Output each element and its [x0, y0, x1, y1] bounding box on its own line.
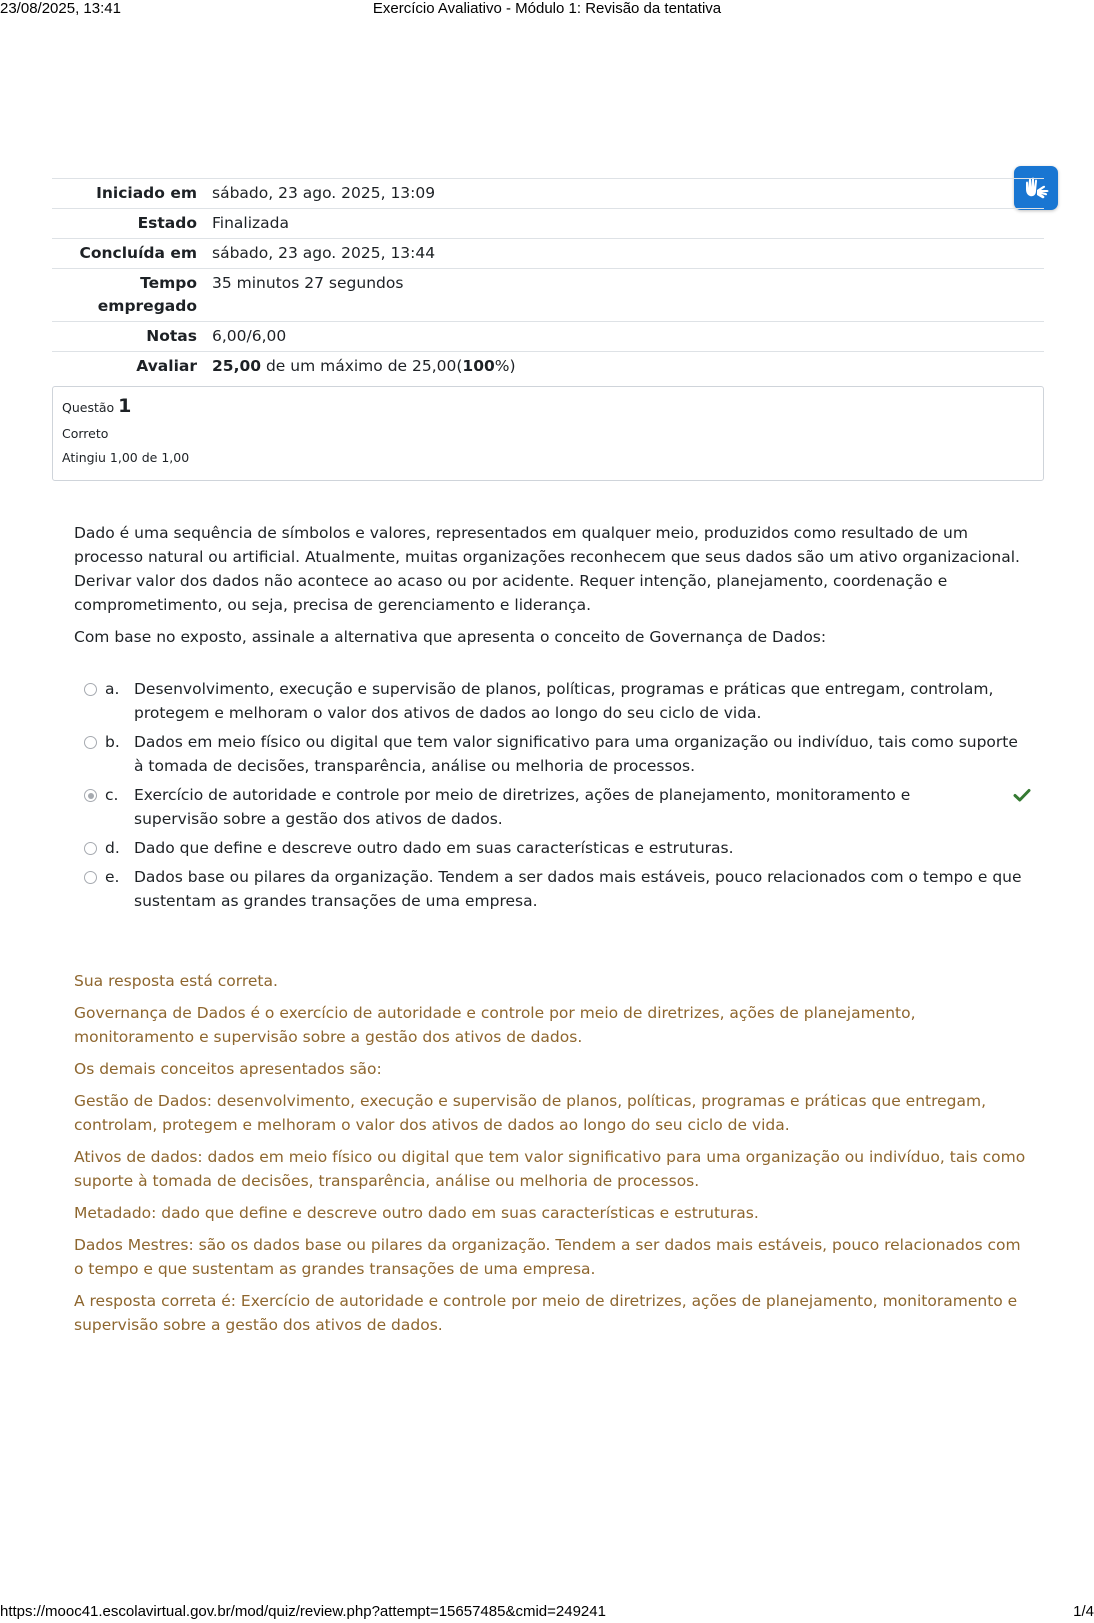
print-datetime: 23/08/2025, 13:41 — [0, 0, 121, 17]
answer-text: Dados base ou pilares da organização. Tendem a ser dados mais estáveis, pouco relacionados com o tempo e que sustentam as grandes transações de uma empresa. — [134, 868, 1022, 910]
feedback-paragraph: Ativos de dados: dados em meio físico ou digital que tem valor significativo para uma organização ou indivíduo, tais como suporte à tomada de decisões, transparência, análise ou melhoria de processos. — [74, 1148, 1026, 1190]
answer-letter: e. — [105, 868, 120, 886]
answer-option-e[interactable] — [84, 865, 1028, 913]
answer-text: Dados em meio físico ou digital que tem valor significativo para uma organização ou indivíduo, tais como suporte à tomada de decisões, transparência, análise ou melhoria de processos. — [134, 733, 1018, 775]
feedback-paragraph: Governança de Dados é o exercício de autoridade e controle por meio de diretrizes, ações de planejamento, monitoramento e supervisão sobre a gestão dos ativos de dados. — [74, 1004, 916, 1046]
feedback-paragraph: Gestão de Dados: desenvolvimento, execução e supervisão de planos, políticas, programas e práticas que entregam, controlam, protegem e melhoram o valor dos ativos de dados ao longo do seu ciclo de vida. — [74, 1092, 987, 1134]
answer-option-a[interactable] — [84, 677, 1028, 725]
answer-letter: d. — [105, 839, 120, 857]
question-number-value: 1 — [118, 395, 132, 417]
correct-check-icon — [1013, 786, 1031, 804]
grade-percent: 100 — [462, 357, 495, 375]
state-value: Finalizada — [212, 209, 1044, 239]
feedback-paragraph: Sua resposta está correta. — [74, 972, 278, 990]
summary-row-grade — [52, 352, 1044, 382]
radio-button-b[interactable] — [84, 736, 97, 749]
summary-row-started — [52, 179, 1044, 209]
answer-option-d[interactable] — [84, 836, 1028, 860]
question-info-box — [52, 386, 1044, 481]
radio-button-a[interactable] — [84, 683, 97, 696]
feedback-paragraph: Dados Mestres: são os dados base ou pilares da organização. Tendem a ser dados mais estáveis, pouco relacionados com o tempo e que sustentam as grandes transações de uma empresa. — [74, 1236, 1021, 1278]
question-mark: Atingiu 1,00 de 1,00 — [62, 450, 190, 465]
attempt-summary-table — [52, 178, 1044, 381]
marks-label: Notas — [52, 322, 212, 352]
answer-letter: a. — [105, 680, 120, 698]
completed-label: Concluída em — [52, 239, 212, 269]
print-header — [0, 0, 1094, 20]
time-taken-label: Tempo empregado — [52, 269, 212, 322]
answer-letter: b. — [105, 733, 120, 751]
grade-max-text: de um máximo de 25,00( — [261, 357, 463, 375]
radio-button-d[interactable] — [84, 842, 97, 855]
grade-score: 25,00 — [212, 357, 262, 375]
started-label: Iniciado em — [52, 179, 212, 209]
feedback-paragraph: Metadado: dado que define e descreve outro dado em suas características e estruturas. — [74, 1204, 759, 1222]
summary-row-completed — [52, 239, 1044, 269]
answer-option-c[interactable] — [84, 783, 1028, 831]
answer-text: Desenvolvimento, execução e supervisão de planos, políticas, programas e práticas que entregam, controlam, protegem e melhoram o valor dos ativos de dados ao longo do seu ciclo de vida. — [134, 680, 994, 722]
grade-value — [212, 352, 1044, 382]
grade-percent-suffix: %) — [494, 357, 516, 375]
question-text-paragraph: Dado é uma sequência de símbolos e valores, representados em qualquer meio, produzidos como resultado de um processo natural ou artificial. Atualmente, muitas organizações reconhecem que seus dados são um ativo organizacional. Derivar valor dos dados não acontece ao acaso ou por acidente. Requer intenção, planejamento, coordenação e comprometimento, ou seja, precisa de gerenciamento e liderança. — [74, 524, 1020, 614]
answer-options — [84, 677, 1028, 918]
summary-row-state — [52, 209, 1044, 239]
question-text — [74, 521, 1029, 657]
answer-letter: c. — [105, 786, 119, 804]
print-footer — [0, 1603, 1094, 1623]
summary-row-time-taken — [52, 269, 1044, 322]
feedback-paragraph: A resposta correta é: Exercício de autoridade e controle por meio de diretrizes, ações de planejamento, monitoramento e supervisão sobre a gestão dos ativos de dados. — [74, 1292, 1018, 1334]
summary-row-marks — [52, 322, 1044, 352]
question-status: Correto — [62, 426, 109, 441]
feedback-paragraph: Os demais conceitos apresentados são: — [74, 1060, 382, 1078]
print-page-number: 1/4 — [1073, 1603, 1094, 1620]
state-label: Estado — [52, 209, 212, 239]
radio-button-e[interactable] — [84, 871, 97, 884]
answer-option-b[interactable] — [84, 730, 1028, 778]
grade-label: Avaliar — [52, 352, 212, 382]
answer-feedback — [74, 969, 1029, 1345]
print-page-title: Exercício Avaliativo - Módulo 1: Revisão da tentativa — [372, 0, 722, 17]
time-taken-value: 35 minutos 27 segundos — [212, 269, 1044, 322]
radio-button-c-selected[interactable] — [84, 789, 97, 802]
question-label: Questão — [62, 400, 115, 415]
print-url: https://mooc41.escolavirtual.gov.br/mod/quiz/review.php?attempt=15657485&cmid=249241 — [0, 1603, 606, 1620]
answer-text: Exercício de autoridade e controle por meio de diretrizes, ações de planejamento, monitoramento e supervisão sobre a gestão dos ativos de dados. — [134, 786, 911, 828]
question-prompt: Com base no exposto, assinale a alternativa que apresenta o conceito de Governança de Dados: — [74, 628, 827, 646]
started-value: sábado, 23 ago. 2025, 13:09 — [212, 179, 1044, 209]
question-number — [62, 395, 1034, 419]
completed-value: sábado, 23 ago. 2025, 13:44 — [212, 239, 1044, 269]
answer-text: Dado que define e descreve outro dado em suas características e estruturas. — [134, 839, 734, 857]
marks-value: 6,00/6,00 — [212, 322, 1044, 352]
